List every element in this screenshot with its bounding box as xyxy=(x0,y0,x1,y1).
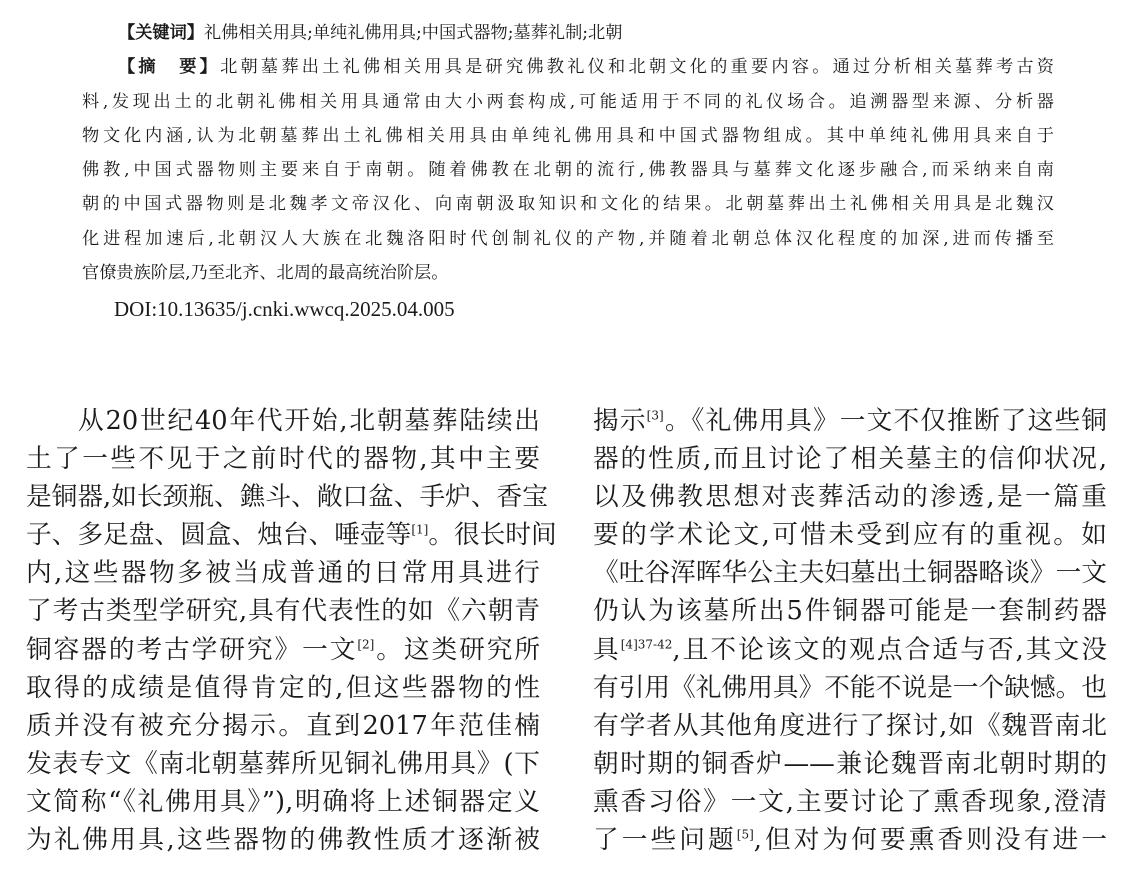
abstract-line: 物文化内涵,认为北朝墓葬出土礼佛相关用具由单纯礼佛用具和中国式器物组成。其中单纯礼佛用具来自于 xyxy=(82,125,1054,146)
body-text: 仍认为该墓所出5件铜器可能是一套制药器 xyxy=(593,596,1107,627)
body-line xyxy=(26,478,548,516)
body-line xyxy=(593,440,1107,478)
body-text: 。很长时间 xyxy=(428,520,557,551)
body-text: ,且不论该文的观点合适与否,其文没 xyxy=(672,634,1107,665)
body-text: 。《礼佛用具》一文不仅推断了这些铜 xyxy=(663,406,1107,436)
keywords-text: 礼佛相关用具;单纯礼佛用具;中国式器物;墓葬礼制;北朝 xyxy=(203,23,623,43)
body-text: 熏香习俗》一文,主要讨论了熏香现象,澄清 xyxy=(593,786,1107,817)
body-line xyxy=(26,592,540,630)
body-text: 有学者从其他角度进行了探讨,如《魏晋南北 xyxy=(593,710,1107,741)
body-line xyxy=(26,745,540,783)
keywords-line xyxy=(82,16,1054,50)
body-text: 器的性质,而且讨论了相关墓主的信仰状况, xyxy=(593,444,1107,475)
body-line xyxy=(26,516,557,554)
body-column-left xyxy=(26,402,557,859)
abstract-line: 料,发现出土的北朝礼佛相关用具通常由大小两套构成,可能适用于不同的礼仪场合。追溯器型来源、分析器 xyxy=(82,91,1054,112)
body-text: 文简称“《礼佛用具》”),明确将上述铜器定义 xyxy=(26,786,540,817)
body-text: 是铜器,如长颈瓶、鐎斗、敞口盆、手炉、香宝 xyxy=(26,482,548,513)
body-line xyxy=(593,516,1107,554)
body-line xyxy=(26,631,540,669)
abstract-line: 官僚贵族阶层,乃至北齐、北周的最高统治阶层。 xyxy=(82,263,449,284)
abstract-line: 朝的中国式器物则是北魏孝文帝汉化、向南朝汲取知识和文化的结果。北朝墓葬出土礼佛相关用具是北魏汉 xyxy=(82,194,1054,215)
citation-ref: [2] xyxy=(357,637,375,651)
abstract-line: 化进程加速后,北朝汉人大族在北魏洛阳时代创制礼仪的产物,并随着北朝总体汉化程度的加深,进而传播至 xyxy=(82,228,1054,249)
body-text: 揭示 xyxy=(593,406,647,436)
body-line xyxy=(26,554,540,592)
body-line xyxy=(593,783,1107,821)
body-line xyxy=(26,821,540,859)
body-line xyxy=(593,745,1107,783)
body-column-right xyxy=(593,402,1107,859)
body-text: ,但对为何要熏香则没有进一 xyxy=(753,825,1108,856)
body-text: 取得的成绩是值得肯定的,但这些器物的性 xyxy=(26,672,540,703)
keywords-label: 【关键词】 xyxy=(118,23,204,43)
body-text: 为礼佛用具,这些器物的佛教性质才逐渐被 xyxy=(26,825,540,856)
body-text: 有引用《礼佛用具》不能不说是一个缺憾。也 xyxy=(593,672,1107,703)
body-line xyxy=(593,669,1107,707)
body-text: 子、多足盘、圆盒、烛台、唾壶等 xyxy=(26,520,412,551)
body-line xyxy=(26,783,540,821)
body-line xyxy=(593,631,1107,669)
body-line xyxy=(593,707,1107,745)
body-text: 朝时期的铜香炉——兼论魏晋南北朝时期的 xyxy=(593,748,1107,779)
body-text: 具 xyxy=(593,634,621,665)
citation-ref: [4]37-42 xyxy=(620,637,673,651)
citation-ref: [1] xyxy=(411,522,429,537)
abstract-block xyxy=(82,16,1054,327)
doi: DOI:10.13635/j.cnki.wwcq.2025.04.005 xyxy=(114,297,455,322)
body-text: 土了一些不见于之前时代的器物,其中主要 xyxy=(26,444,540,475)
body-line xyxy=(26,402,540,440)
body-line xyxy=(593,478,1107,516)
body-line xyxy=(593,592,1107,630)
body-text: 从20世纪40年代开始,北朝墓葬陆续出 xyxy=(78,406,540,436)
abstract-line: 【摘 要】北朝墓葬出土礼佛相关用具是研究佛教礼仪和北朝文化的重要内容。通过分析相关墓葬考古资 xyxy=(118,57,1054,78)
body-text: 要的学术论文,可惜未受到应有的重视。如 xyxy=(593,520,1107,551)
body-text: 《吐谷浑晖华公主夫妇墓出土铜器略谈》一文 xyxy=(593,558,1107,589)
body-text: 内,这些器物多被当成普通的日常用具进行 xyxy=(26,558,540,589)
body-line xyxy=(26,440,540,478)
body-text: 发表专文《南北朝墓葬所见铜礼佛用具》(下 xyxy=(26,748,540,779)
body-text: 了一些问题 xyxy=(593,825,737,856)
body-line xyxy=(593,821,1107,859)
abstract-line: 佛教,中国式器物则主要来自于南朝。随着佛教在北朝的流行,佛教器具与墓葬文化逐步融合,而采纳来自南 xyxy=(82,160,1054,181)
body-text: 铜容器的考古学研究》一文 xyxy=(26,634,358,665)
abstract-label: 【摘 要】 xyxy=(118,57,221,78)
body-text: 质并没有被充分揭示。直到2017年范佳楠 xyxy=(26,710,540,741)
body-line xyxy=(593,554,1107,592)
body-text: 以及佛教思想对丧葬活动的渗透,是一篇重 xyxy=(593,482,1107,513)
body-line xyxy=(26,707,540,745)
body-line xyxy=(26,669,540,707)
citation-ref: [5] xyxy=(736,827,754,842)
body-line xyxy=(593,402,1107,440)
citation-ref: [3] xyxy=(646,408,664,423)
body-text: 了考古类型学研究,具有代表性的如《六朝青 xyxy=(26,596,540,627)
body-text: 。这类研究所 xyxy=(374,634,541,665)
